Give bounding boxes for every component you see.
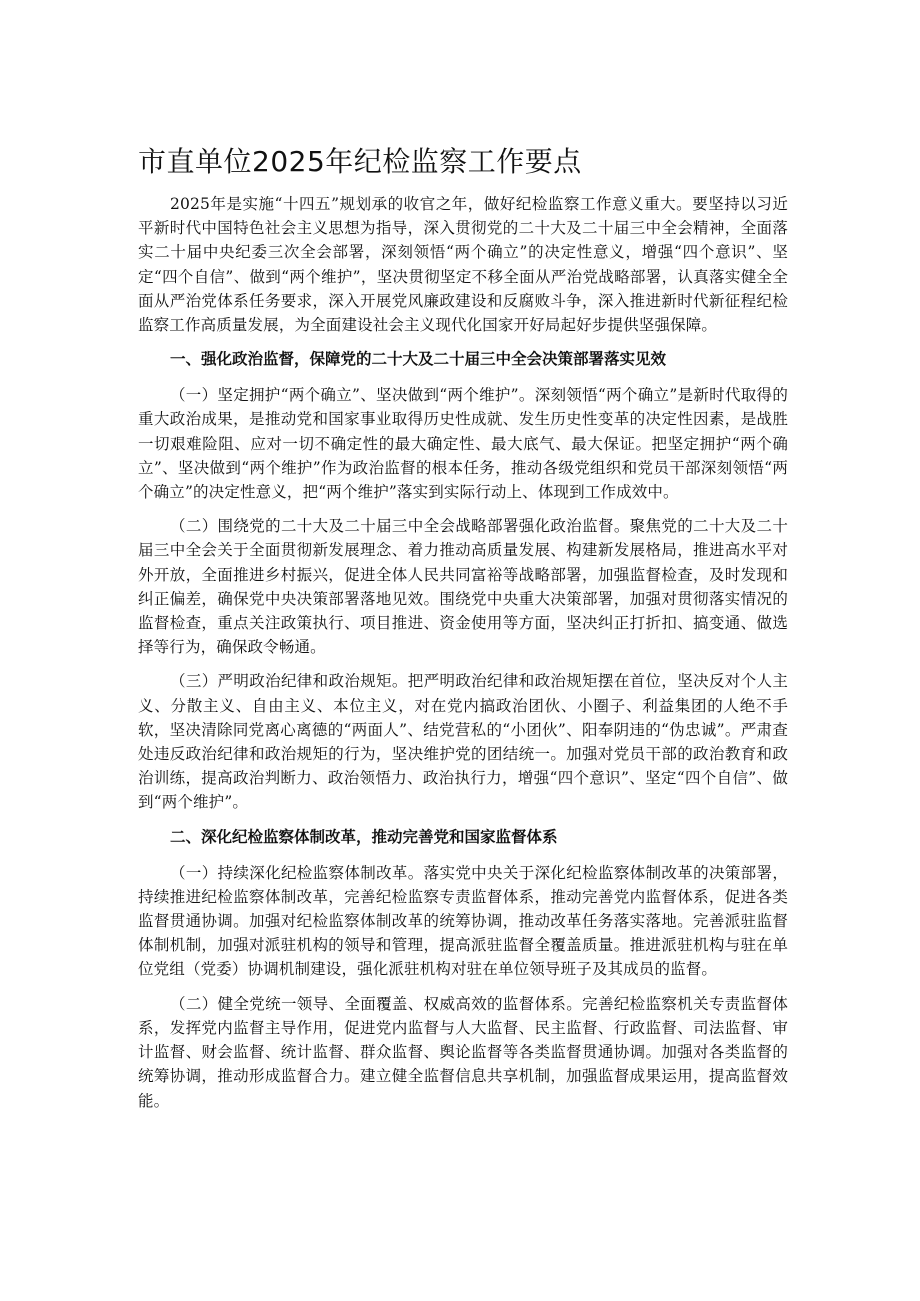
section-2-paragraph-2: （二）健全党统一领导、全面覆盖、权威高效的监督体系。完善纪检监察机关专责监督体系，发挥党内监督主导作用，促进党内监督与人大监督、民主监督、行政监督、司法监督、审计监督、财会监督、统计监督、群众监督、舆论监督等各类监督贯通协调。加强对各类监督的统筹协调，推动形成监督合力。建立健全监督信息共享机制，加强监督成果运用，提高监督效能。 xyxy=(138,994,788,1110)
document-body xyxy=(138,192,788,1123)
section-1-paragraph-2: （二）围绕党的二十大及二十届三中全会战略部署强化政治监督。聚焦党的二十大及二十届三中全会关于全面贯彻新发展理念、着力推动高质量发展、构建新发展格局，推进高水平对外开放，全面推进乡村振兴，促进全体人民共同富裕等战略部署，加强监督检查，及时发现和纠正偏差，确保党中央决策部署落地见效。围绕党中央重大决策部署，加强对贯彻落实情况的监督检查，重点关注政策执行、项目推进、资金使用等方面，坚决纠正打折扣、搞变通、做选择等行为，确保政令畅通。 xyxy=(138,517,788,657)
section-2-paragraph-1: （一）持续深化纪检监察体制改革。落实党中央关于深化纪检监察体制改革的决策部署，持续推进纪检监察体制改革，完善纪检监察专责监督体系，推动完善党内监督体系，促进各类监督贯通协调。加强对纪检监察体制改革的统筹协调，推动改革任务落实落地。完善派驻监督体制机制，加强对派驻机构的领导和管理，提高派驻监督全覆盖质量。推进派驻机构与驻在单位党组（党委）协调机制建设，强化派驻机构对驻在单位领导班子及其成员的监督。 xyxy=(138,863,788,979)
section-1-paragraph-1: （一）坚定拥护“两个确立”、坚决做到“两个维护”。深刻领悟“两个确立”是新时代取得的重大政治成果，是推动党和国家事业取得历史性成就、发生历史性变革的决定性因素，是战胜一切艰难险阻、应对一切不确定性的最大确定性、最大底气、最大保证。把坚定拥护“两个确立”、坚决做到“两个维护”作为政治监督的根本任务，推动各级党组织和党员干部深刻领悟“两个确立”的决定性意义，把“两个维护”落实到实际行动上、体现到工作成效中。 xyxy=(138,386,788,502)
intro-paragraph: 2025年是实施“十四五”规划承的收官之年，做好纪检监察工作意义重大。要坚持以习近平新时代中国特色社会主义思想为指导，深入贯彻党的二十大及二十届三中全会精神，全面落实二十届中央纪委三次全会部署，深刻领悟“两个确立”的决定性意义，增强“四个意识”、坚定“四个自信”、做到“两个维护”，坚决贯彻坚定不移全面从严治党战略部署，认真落实健全全面从严治党体系任务要求，深入开展党风廉政建设和反腐败斗争，深入推进新时代新征程纪检监察工作高质量发展，为全面建设社会主义现代化国家开好局起好步提供坚强保障。 xyxy=(138,195,788,335)
document-title: 市直单位2025年纪检监察工作要点 xyxy=(138,145,582,178)
section-1-paragraph-3: （三）严明政治纪律和政治规矩。把严明政治纪律和政治规矩摆在首位，坚决反对个人主义、分散主义、自由主义、本位主义，对在党内搞政治团伙、小圈子、利益集团的人绝不手软，坚决清除同党离心离德的“两面人”、结党营私的“小团伙”、阳奉阴违的“伪忠诚”。严肃查处违反政治纪律和政治规矩的行为，坚决维护党的团结统一。加强对党员干部的政治教育和政治训练，提高政治判断力、政治领悟力、政治执行力，增强“四个意识”、坚定“四个自信”、做到“两个维护”。 xyxy=(138,672,788,812)
section-2-heading: 二、深化纪检监察体制改革，推动完善党和国家监督体系 xyxy=(170,827,558,846)
section-1-heading: 一、强化政治监督，保障党的二十大及二十届三中全会决策部署落实见效 xyxy=(170,350,667,369)
